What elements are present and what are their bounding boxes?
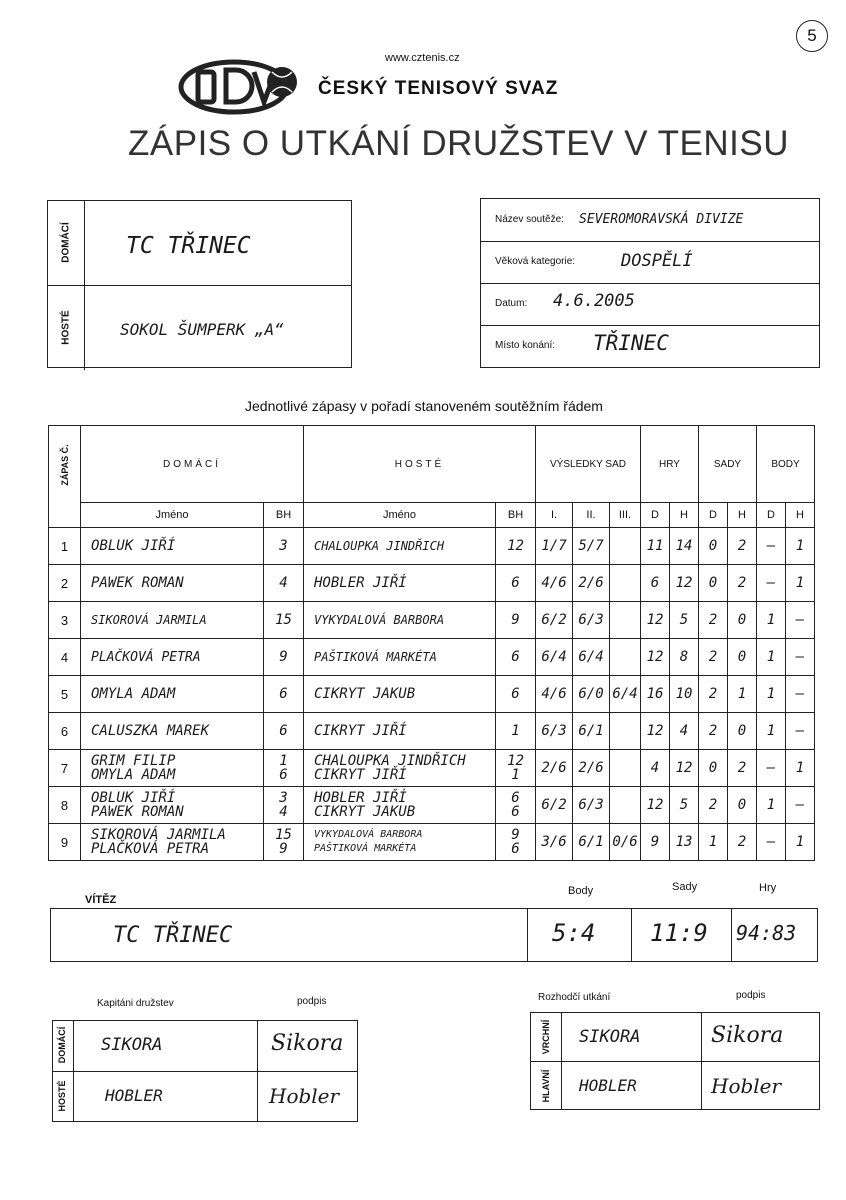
table-cell: 0 (699, 750, 728, 787)
table-cell: 2 (49, 565, 81, 602)
table-cell (610, 528, 641, 565)
table-cell: 12 (670, 750, 699, 787)
header-games-h: H (670, 503, 699, 528)
date-value: 4.6.2005 (553, 291, 635, 311)
winner-label: VÍTĚZ (85, 894, 117, 906)
venue-row (481, 325, 819, 367)
body-cell (527, 909, 631, 961)
header-sets: SADY (699, 426, 757, 503)
captain-home-name: SIKORA (101, 1035, 163, 1055)
table-row (49, 639, 815, 676)
table-cell: 1 (757, 676, 786, 713)
table-cell-line: PAWEK ROMAN (91, 804, 184, 820)
table-cell: 9 (496, 602, 536, 639)
table-cell-line: 6 (511, 804, 520, 820)
table-cell: 4 (49, 639, 81, 676)
table-cell (610, 713, 641, 750)
table-cell: 1 (786, 528, 815, 565)
table-cell: 2/6 (536, 750, 573, 787)
category-row (481, 241, 819, 284)
table-cell: 10 (670, 676, 699, 713)
header-set2: II. (573, 503, 610, 528)
organization-name: ČESKÝ TENISOVÝ SVAZ (318, 78, 559, 99)
header-home-name: Jméno (81, 503, 264, 528)
referees-sign-label: podpis (736, 990, 766, 1001)
table-cell: 1 (786, 565, 815, 602)
table-cell: — (757, 565, 786, 602)
table-cell-line: VYKYDALOVÁ BARBORA (314, 829, 423, 840)
winner-name: TC TŘINEC (113, 923, 233, 948)
table-cell (610, 787, 641, 824)
captain-home-signature: Sikora (271, 1031, 344, 1056)
referee-main-signature: Hobler (711, 1074, 782, 1098)
table-cell: SIKOROVÁ JARMILA (81, 602, 264, 639)
table-cell: 11 (641, 528, 670, 565)
table-cell: 1 (49, 528, 81, 565)
matches-table (48, 425, 815, 861)
table-cell: 7 (49, 750, 81, 787)
table-row (49, 750, 815, 787)
table-cell-line: GRIM FILIP (91, 753, 176, 769)
table-cell-line: PLAČKOVÁ PETRA (91, 841, 210, 857)
captains-sign-label: podpis (297, 996, 327, 1007)
header-games-d: D (641, 503, 670, 528)
table-cell: 5 (670, 787, 699, 824)
table-cell: 6/4 (610, 676, 641, 713)
table-cell: 4/6 (536, 676, 573, 713)
table-cell: 2 (699, 787, 728, 824)
table-cell: 4/6 (536, 565, 573, 602)
table-row (49, 824, 815, 861)
guest-team-row (48, 285, 351, 370)
captains-label: Kapitáni družstev (97, 998, 174, 1009)
guest-label: HOSTÉ (60, 310, 72, 345)
table-cell: 1 (757, 787, 786, 824)
totals-box (50, 908, 818, 962)
competition-label: Název soutěže: (495, 214, 564, 225)
table-cell: 0 (728, 787, 757, 824)
table-cell (264, 824, 304, 861)
header-guest: HOSTÉ (304, 426, 536, 503)
hry-value: 94:83 (736, 921, 797, 945)
referee-main-label: HLAVNÍ (541, 1069, 551, 1103)
table-cell: 3 (49, 602, 81, 639)
table-cell: 9 (641, 824, 670, 861)
header-guest-bh: BH (496, 503, 536, 528)
table-cell: 9 (49, 824, 81, 861)
table-cell: 1 (786, 750, 815, 787)
header-games: HRY (641, 426, 699, 503)
table-cell: 2 (728, 750, 757, 787)
table-cell-line: 6 (511, 790, 520, 806)
table-cell (496, 824, 536, 861)
table-cell-line: 6 (279, 767, 288, 783)
header-points-d: D (757, 503, 786, 528)
table-cell: 12 (641, 787, 670, 824)
table-cell: 6/0 (573, 676, 610, 713)
table-cell: 12 (641, 602, 670, 639)
table-cell: 8 (670, 639, 699, 676)
home-label: DOMÁCÍ (60, 222, 72, 263)
category-label: Věková kategorie: (495, 256, 576, 267)
teams-box (47, 200, 352, 368)
match-info-box (480, 198, 820, 368)
table-cell-line: PAŠTIKOVÁ MARKÉTA (314, 843, 417, 854)
table-cell: 6/4 (573, 639, 610, 676)
header-sets-h: H (728, 503, 757, 528)
hry-label: Hry (759, 882, 777, 894)
table-row (49, 713, 815, 750)
guest-team-name: SOKOL ŠUMPERK „A“ (120, 320, 284, 339)
table-cell: — (786, 713, 815, 750)
sady-value: 11:9 (650, 919, 708, 947)
header-points: BODY (757, 426, 815, 503)
captains-box (52, 1020, 358, 1122)
table-cell: — (757, 824, 786, 861)
table-cell-line: 1 (511, 767, 520, 783)
table-cell: CIKRYT JAKUB (304, 676, 496, 713)
table-cell: 6/1 (573, 713, 610, 750)
referee-chief-label: VRCHNÍ (541, 1019, 551, 1055)
table-cell (81, 787, 264, 824)
table-cell (610, 750, 641, 787)
table-cell: 6 (264, 713, 304, 750)
table-cell-line: 12 (507, 753, 524, 769)
table-cell: 6 (264, 676, 304, 713)
table-cell: 6/2 (536, 602, 573, 639)
table-cell (304, 824, 496, 861)
table-cell: — (757, 750, 786, 787)
header-guest-name: Jméno (304, 503, 496, 528)
table-row (49, 787, 815, 824)
body-label: Body (568, 885, 594, 897)
table-cell-line: 6 (511, 841, 520, 857)
captain-home-row (53, 1021, 357, 1071)
table-cell: 1 (728, 676, 757, 713)
sady-label: Sady (672, 881, 698, 893)
table-cell: 13 (670, 824, 699, 861)
website-url: www.cztenis.cz (385, 52, 460, 64)
table-cell-line: SIKOROVÁ JARMILA (91, 827, 226, 843)
table-cell: CIKRYT JIŘÍ (304, 713, 496, 750)
table-cell: 2 (699, 639, 728, 676)
table-cell-line: OBLUK JIŘÍ (91, 790, 176, 806)
table-cell: 4 (670, 713, 699, 750)
table-cell: 2 (699, 676, 728, 713)
table-cell: OBLUK JIŘÍ (81, 528, 264, 565)
table-cell: 1 (699, 824, 728, 861)
table-cell-line: HOBLER JIŘÍ (314, 790, 407, 806)
table-cell: PAWEK ROMAN (81, 565, 264, 602)
venue-value: TŘINEC (593, 331, 669, 355)
table-row (49, 676, 815, 713)
competition-row (481, 199, 819, 242)
captain-guest-name: HOBLER (105, 1086, 163, 1105)
table-cell-line: 1 (279, 753, 288, 769)
table-cell: PLAČKOVÁ PETRA (81, 639, 264, 676)
table-cell: 0 (699, 565, 728, 602)
table-cell: OMYLA ADAM (81, 676, 264, 713)
table-cell: VYKYDALOVÁ BARBORA (304, 602, 496, 639)
header-set3: III. (610, 503, 641, 528)
table-cell-line: CIKRYT JAKUB (314, 804, 416, 820)
table-cell: 3/6 (536, 824, 573, 861)
table-cell: — (757, 528, 786, 565)
page-number: 5 (796, 20, 828, 52)
table-cell-line: 9 (279, 841, 288, 857)
sady-cell (631, 909, 731, 961)
table-cell: 0 (728, 713, 757, 750)
table-cell-line: OMYLA ADAM (91, 767, 176, 783)
table-cell (81, 824, 264, 861)
table-cell (304, 750, 496, 787)
table-cell: — (786, 639, 815, 676)
header-set1: I. (536, 503, 573, 528)
referee-chief-signature: Sikora (711, 1023, 784, 1048)
table-cell: 1 (496, 713, 536, 750)
table-cell: PAŠTIKOVÁ MARKÉTA (304, 639, 496, 676)
table-cell: 0 (728, 602, 757, 639)
table-cell-line: 9 (511, 827, 520, 843)
table-cell: 3 (264, 528, 304, 565)
document-title: ZÁPIS O UTKÁNÍ DRUŽSTEV V TENISU (128, 124, 790, 163)
table-cell: 2 (728, 824, 757, 861)
table-cell: 2 (699, 713, 728, 750)
table-cell: 12 (670, 565, 699, 602)
table-cell: 4 (641, 750, 670, 787)
table-cell: 2 (728, 565, 757, 602)
table-cell (304, 787, 496, 824)
captain-home-label: DOMÁCÍ (57, 1026, 67, 1064)
table-cell: 12 (641, 713, 670, 750)
competition-value: SEVEROMORAVSKÁ DIVIZE (579, 212, 744, 227)
table-row (49, 602, 815, 639)
table-cell: 6 (641, 565, 670, 602)
table-cell: 2/6 (573, 565, 610, 602)
table-cell: 6/2 (536, 787, 573, 824)
table-cell-line: 15 (275, 827, 292, 843)
table-cell (610, 639, 641, 676)
table-subheader-row (49, 503, 815, 528)
table-cell: 1 (757, 602, 786, 639)
hry-cell (731, 909, 819, 961)
table-cell: 6/3 (573, 602, 610, 639)
table-row (49, 528, 815, 565)
table-cell (496, 787, 536, 824)
table-cell: 4 (264, 565, 304, 602)
table-cell: 6 (496, 639, 536, 676)
table-cell: 6 (496, 565, 536, 602)
table-cell: 6/1 (573, 824, 610, 861)
table-cell: — (786, 676, 815, 713)
table-cell: 8 (49, 787, 81, 824)
referees-label: Rozhodčí utkání (538, 992, 611, 1003)
table-cell: — (786, 602, 815, 639)
table-cell-line: CIKRYT JIŘÍ (314, 767, 407, 783)
table-cell: 9 (264, 639, 304, 676)
table-header-row (49, 426, 815, 503)
table-cell: 1 (786, 824, 815, 861)
table-cell: 12 (496, 528, 536, 565)
referee-main-row (531, 1061, 819, 1110)
table-cell: 0 (699, 528, 728, 565)
referee-chief-name: SIKORA (579, 1027, 641, 1047)
table-cell: 6 (496, 676, 536, 713)
table-cell: 1 (757, 713, 786, 750)
captain-guest-label: HOSTÉ (57, 1080, 67, 1112)
ctenis-logo-icon (178, 58, 310, 116)
referee-main-name: HOBLER (579, 1076, 637, 1095)
header-points-h: H (786, 503, 815, 528)
table-cell: 15 (264, 602, 304, 639)
table-cell-line: 4 (279, 804, 288, 820)
table-cell: 2 (699, 602, 728, 639)
table-cell: 16 (641, 676, 670, 713)
table-cell: 0 (728, 639, 757, 676)
table-cell: 6/4 (536, 639, 573, 676)
table-cell-line: 3 (279, 790, 288, 806)
table-cell (610, 565, 641, 602)
table-cell: 2 (728, 528, 757, 565)
header-sets-d: D (699, 503, 728, 528)
table-cell: 6/3 (536, 713, 573, 750)
table-cell: 5 (49, 676, 81, 713)
table-cell (81, 750, 264, 787)
date-label: Datum: (495, 298, 528, 309)
matches-subtitle: Jednotlivé zápasy v pořadí stanoveném soutěžním řádem (245, 398, 603, 414)
captain-guest-row (53, 1071, 357, 1122)
table-cell: 6/3 (573, 787, 610, 824)
referee-chief-row (531, 1013, 819, 1061)
body-value: 5:4 (552, 919, 596, 947)
table-cell-line: ZÁPAS Č. (60, 444, 70, 486)
header-home-bh: BH (264, 503, 304, 528)
referees-box (530, 1012, 820, 1110)
home-team-row (48, 201, 351, 285)
table-cell (496, 750, 536, 787)
header-home: DOMÁCÍ (81, 426, 304, 503)
table-cell: — (786, 787, 815, 824)
table-cell-line: CHALOUPKA JINDŘICH (314, 753, 466, 769)
table-row (49, 565, 815, 602)
table-cell: 5 (670, 602, 699, 639)
table-cell: 1 (757, 639, 786, 676)
table-cell: 14 (670, 528, 699, 565)
table-cell: 2/6 (573, 750, 610, 787)
home-team-name: TC TŘINEC (126, 233, 251, 259)
table-cell (264, 750, 304, 787)
table-cell: 5/7 (573, 528, 610, 565)
table-cell: 6 (49, 713, 81, 750)
table-cell: 12 (641, 639, 670, 676)
captain-guest-signature: Hobler (269, 1084, 340, 1108)
header-match-number (49, 426, 81, 528)
table-cell: 0/6 (610, 824, 641, 861)
category-value: DOSPĚLÍ (621, 251, 693, 271)
venue-label: Místo konání: (495, 340, 556, 351)
header-results: VÝSLEDKY SAD (536, 426, 641, 503)
table-cell: CALUSZKA MAREK (81, 713, 264, 750)
table-cell: CHALOUPKA JINDŘICH (304, 528, 496, 565)
table-cell: 1/7 (536, 528, 573, 565)
table-cell: HOBLER JIŘÍ (304, 565, 496, 602)
table-cell (264, 787, 304, 824)
table-cell (610, 602, 641, 639)
date-row (481, 283, 819, 326)
